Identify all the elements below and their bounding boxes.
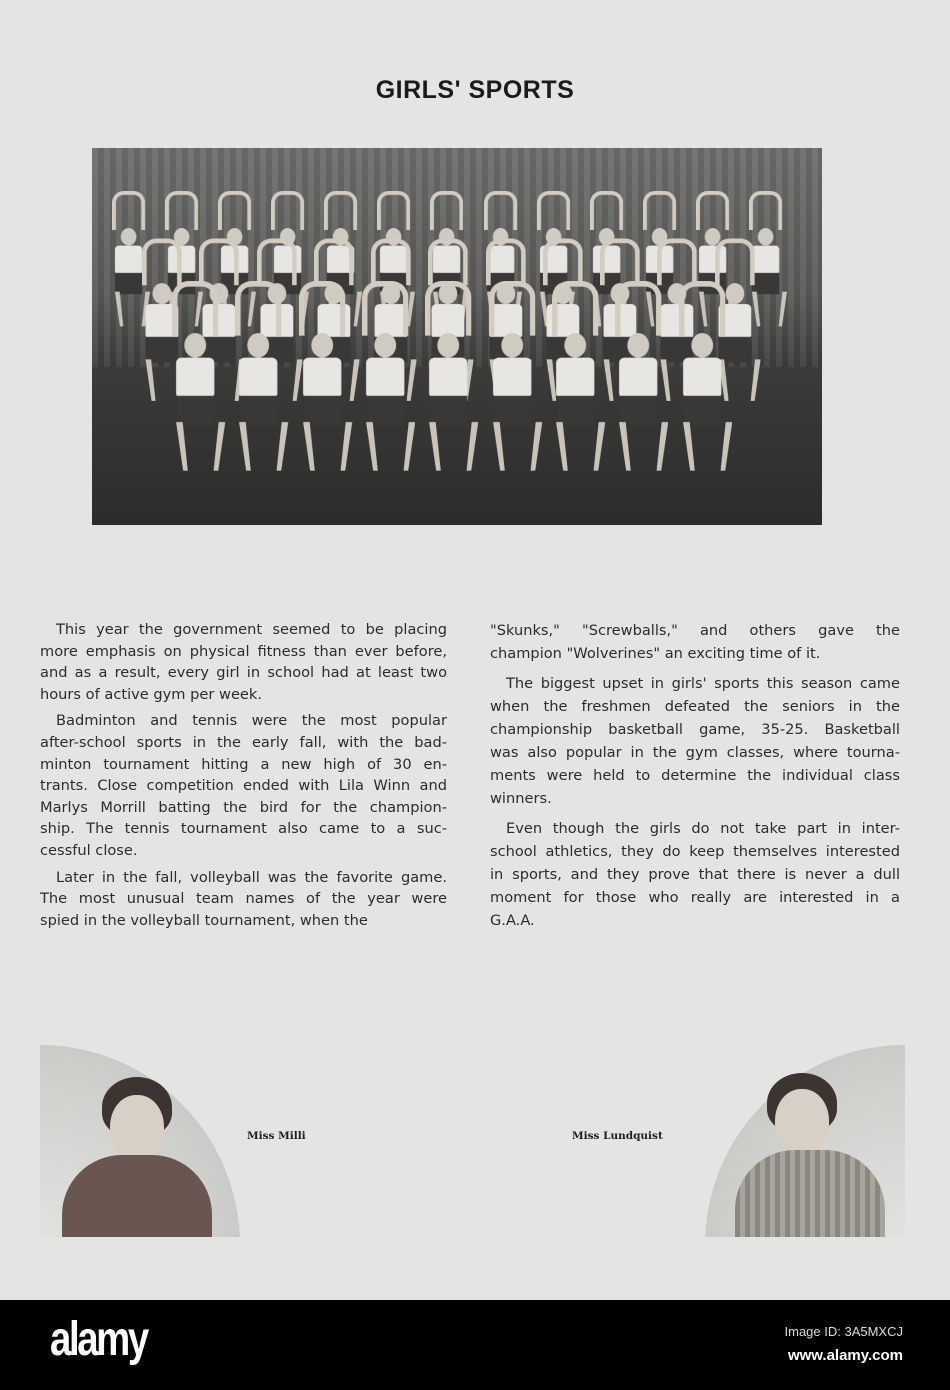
text-line: was also popular in the gym classes, where tourna- bbox=[490, 744, 900, 761]
alamy-logo: alamy bbox=[50, 1313, 147, 1366]
site-url[interactable]: www.alamy.com bbox=[787, 1347, 903, 1364]
watermark-footer bbox=[0, 1300, 950, 1390]
text-line: Marlys Morrill batting the bird for the champion- bbox=[40, 798, 447, 816]
text-line: and as a result, every girl in school had at least two bbox=[40, 664, 447, 682]
text-column-left bbox=[40, 619, 447, 936]
text-line: after-school sports in the early fall, with the bad- bbox=[40, 733, 447, 751]
text-line: moment for those who really are interested in a bbox=[490, 889, 900, 906]
paragraph bbox=[40, 867, 447, 932]
text-line: minton tournament hitting a new high of 30 en- bbox=[40, 755, 447, 773]
paragraph bbox=[490, 619, 900, 665]
text-line: spied in the volleyball tournament, when the bbox=[40, 911, 368, 929]
text-line: "Skunks," "Screwballs," and others gave the bbox=[490, 622, 900, 639]
paragraph bbox=[490, 672, 900, 810]
text-line: The biggest upset in girls' sports this season came bbox=[506, 675, 900, 692]
caption-miss-milli: Miss Milli bbox=[247, 1130, 306, 1142]
text-column-right bbox=[490, 619, 900, 939]
paragraph bbox=[40, 619, 447, 705]
text-line: cessful close. bbox=[40, 841, 138, 859]
paragraph bbox=[490, 817, 900, 932]
portrait-miss-lundquist bbox=[705, 1045, 905, 1237]
text-line: Even though the girls do not take part in inter- bbox=[506, 820, 900, 837]
paragraph bbox=[40, 710, 447, 861]
text-line: ship. The tennis tournament also came to a suc- bbox=[40, 820, 447, 838]
text-line: This year the government seemed to be placing bbox=[56, 621, 447, 638]
text-line: hours of active gym per week. bbox=[40, 685, 262, 703]
text-line: when the freshmen defeated the seniors in the bbox=[490, 698, 900, 715]
text-line: Later in the fall, volleyball was the favorite game. bbox=[56, 868, 447, 886]
text-line: G.A.A. bbox=[490, 912, 535, 929]
portrait-miss-milli bbox=[40, 1045, 240, 1237]
caption-miss-lundquist: Miss Lundquist bbox=[572, 1130, 663, 1142]
text-line: school athletics, they do keep themselves interested bbox=[490, 843, 900, 860]
text-line: trants. Close competition ended with Lila Winn and bbox=[40, 777, 447, 795]
text-line: Badminton and tennis were the most popular bbox=[56, 712, 447, 730]
text-line: champion "Wolverines" an exciting time of it. bbox=[490, 645, 821, 662]
text-line: ments were held to determine the individual class bbox=[490, 767, 900, 784]
group-photo-girls-exercising bbox=[92, 148, 822, 525]
text-line: winners. bbox=[490, 790, 552, 807]
text-line: more emphasis on physical fitness than ever before, bbox=[40, 642, 447, 660]
image-id: Image ID: 3A5MXCJ bbox=[784, 1324, 903, 1339]
page-title: GIRLS' SPORTS bbox=[375, 76, 575, 104]
text-line: in sports, and they prove that there is never a dull bbox=[490, 866, 900, 883]
text-line: The most unusual team names of the year were bbox=[40, 890, 447, 908]
text-line: championship basketball game, 35-25. Basketball bbox=[490, 721, 900, 738]
